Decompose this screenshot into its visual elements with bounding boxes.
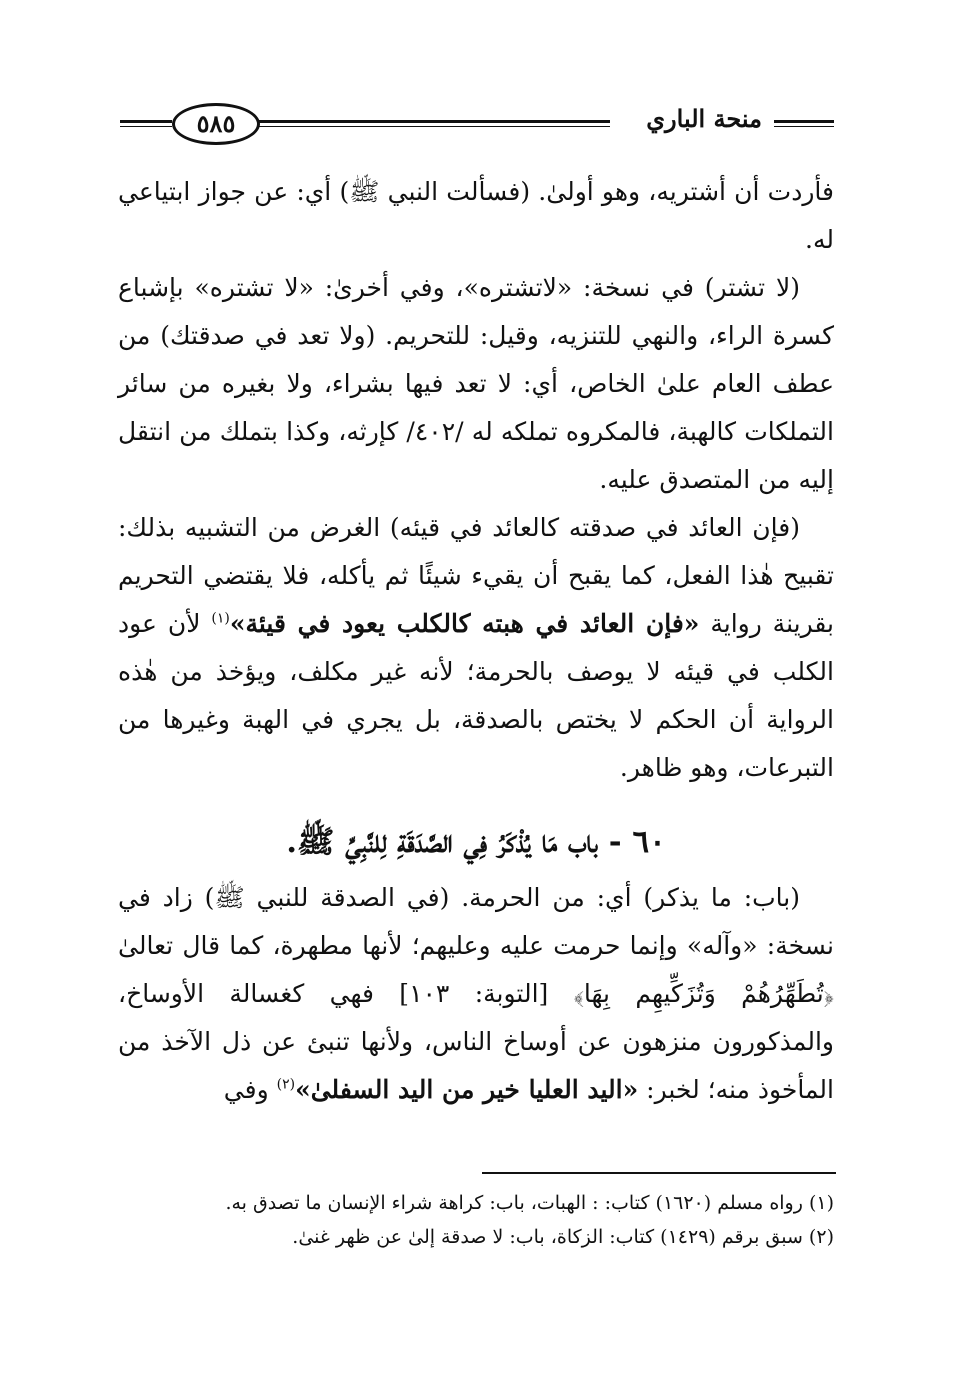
header-rule-left <box>120 120 172 127</box>
page-number: ٥٨٥ <box>172 103 260 145</box>
paragraph-1-text: فأردت أن أشتريه، وهو أولىٰ. (فسألت النبي ﷺ) أي: عن جواز ابتياعي له. <box>118 177 834 254</box>
paragraph-4-text-c: وفي <box>223 1075 277 1104</box>
hadith-quote-1: «فإن العائد في هبته كالكلب يعود في قيئة» <box>229 609 700 638</box>
footnote-2: (٢) سبق برقم (١٤٢٩) كتاب: الزكاة، باب: لا صدقة إلىٰ عن ظهر غنىٰ. <box>292 1226 834 1248</box>
paragraph-4-text-a: (باب: ما يذكر) أي: من الحرمة. (في الصدقة للنبي ﷺ) زاد في نسخة: «وآله» وإنما حرمت عليه وعليهم؛ لأنها مطهرة، كما قال تعالىٰ ﴿تُطَهِّرُهُمْ وَتُزَكِّيهِم بِهَا﴾ [التوبة: ١٠٣] فهي كغسالة الأوساخ، والمذكورون منزهون عن أوساخ الناس، ولأنها تنبئ عن ذل الآخذ من المأخوذ منه؛ لخبر: <box>118 883 834 1104</box>
running-title: منحة الباري <box>646 104 762 133</box>
header-rule-right <box>774 120 834 127</box>
paragraph-2-text-c: من عطف العام علىٰ الخاص، أي: لا تعد فيها بشراء، ولا بغيره من سائر التملكات كالهبة، فالمكروه تملكه له /٤٠٢/ كإرثه، وكذا بتملك من انتقل إليه من المتصدق عليه. <box>118 321 834 494</box>
paragraph-1 <box>118 168 834 264</box>
footnotes <box>112 1186 834 1254</box>
paragraph-3-text-a: (فإن العائد في صدقته كالعائد في قيئه) الغرض من التشبيه بذلك: تقبيح هٰذا الفعل، كما يقبح أن يقيء شيئًا ثم يأكله، فلا يقتضي التحريم بقرينة رواية <box>118 513 834 638</box>
header-rule-middle <box>258 120 610 127</box>
paragraph-2-text-a: (لا تشتر) في نسخة: «لاتشتره»، وفي أخرىٰ: «لا تشتره» بإشباع كسرة الراء، والنهي للتنزيه، وقيل: للتحريم. <box>118 273 834 350</box>
paragraph-3 <box>118 504 834 792</box>
paragraph-3-text-c: لأن عود الكلب في قيئه لا يوصف بالحرمة؛ لأنه غير مكلف، ويؤخذ من هٰذه الرواية أن الحكم لا يختص بالصدقة، بل يجري في الهبة وغيرها من التبرعات، وهو ظاهر. <box>118 609 834 782</box>
paragraph-4 <box>118 874 834 1114</box>
footnote-separator <box>482 1172 836 1174</box>
footnote-ref-2: (٢) <box>276 1076 296 1093</box>
page-header <box>120 100 834 148</box>
paragraph-2-text-b: (ولا تعد في صدقتك) <box>160 321 376 350</box>
hadith-quote-2: «اليد العليا خير من اليد السفلىٰ» <box>295 1075 639 1104</box>
chapter-heading: ٦٠ - باب مَا يُذْكَرُ فِي الصَّدَقَةِ لِلنَّبِيِّ ﷺ. <box>286 824 666 860</box>
footnote-1: (١) رواه مسلم (١٦٢٠) كتاب: : الهبات، باب: كراهة شراء الإنسان ما تصدق به. <box>225 1192 834 1214</box>
footnote-ref-1: (١) <box>211 610 230 627</box>
main-text <box>118 168 834 1114</box>
paragraph-2 <box>118 264 834 504</box>
